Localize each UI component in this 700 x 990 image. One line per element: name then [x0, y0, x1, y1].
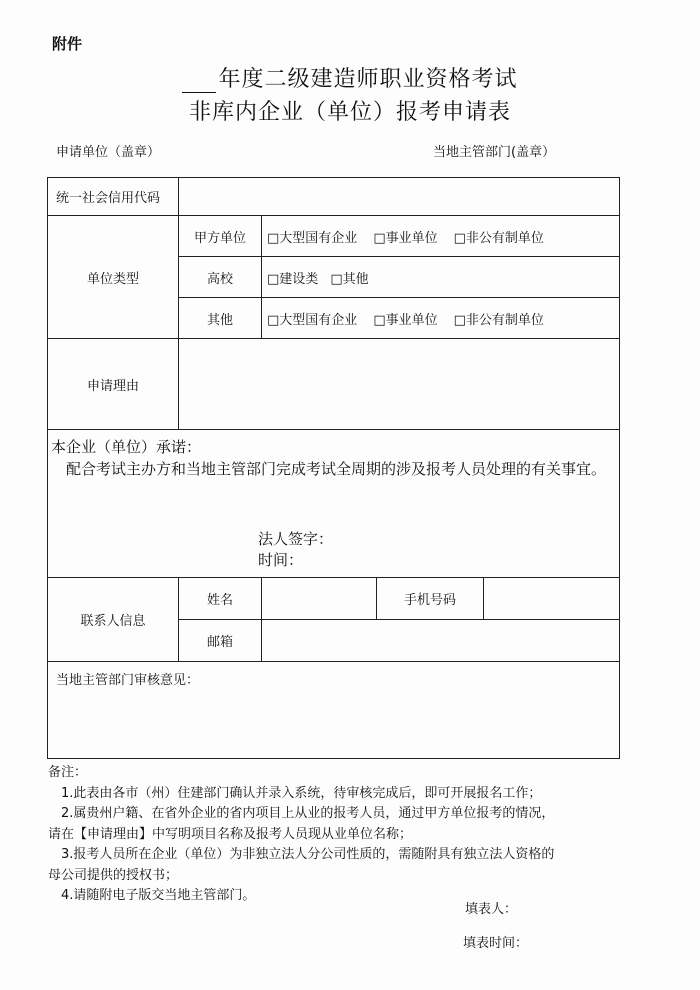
checkbox[interactable]: □: [267, 230, 280, 246]
local-dept-label: 当地主管部门(盖章）: [433, 145, 556, 160]
reason-label: 申请理由: [48, 339, 179, 430]
review-label: 当地主管部门审核意见：: [56, 673, 200, 688]
option-label: 其他: [342, 271, 369, 287]
checkbox[interactable]: □: [267, 271, 280, 287]
legal-signature-label: 法人签字：: [258, 530, 334, 548]
review-section[interactable]: [48, 662, 620, 759]
note-item: 请在【申请理由】中写明项目名称及报考人员现从业单位名称；: [48, 826, 413, 842]
note-item: 1.此表由各市（州）住建部门确认并录入系统，待审核完成后，即可开展报名工作；: [61, 785, 542, 801]
filler-label: 填表人：: [465, 902, 518, 917]
title-text-1: 年度二级建造师职业资格考试: [218, 67, 518, 92]
option-label: 非公有制单位: [465, 312, 544, 328]
unit-type-label: 单位类型: [48, 216, 179, 339]
phone-input[interactable]: [484, 578, 620, 620]
row-label-other: 其他: [179, 298, 262, 339]
checkbox[interactable]: □: [453, 312, 466, 328]
option-label: 非公有制单位: [465, 230, 544, 246]
row-label-party-a: 甲方单位: [179, 216, 262, 257]
attachment-label: 附件: [52, 35, 83, 53]
notes-title: 备注：: [48, 765, 88, 780]
application-form-table: [47, 177, 620, 759]
notes-section: [48, 763, 648, 907]
checkbox[interactable]: □: [373, 230, 386, 246]
checkbox[interactable]: □: [267, 312, 280, 328]
name-label: 姓名: [179, 578, 262, 620]
form-title-line2: 非库内企业（单位）报考申请表: [188, 100, 511, 125]
pledge-section: [48, 430, 620, 578]
checkbox[interactable]: □: [330, 271, 343, 287]
note-item: 3.报考人员所在企业（单位）为非独立法人分公司性质的，需随附具有独立法人资格的: [61, 847, 555, 862]
note-item: 母公司提供的授权书；: [48, 867, 179, 883]
email-label: 邮箱: [179, 620, 262, 662]
option-label: 事业单位: [385, 230, 438, 246]
pledge-title: 本企业（单位）承诺：: [51, 438, 202, 456]
phone-label: 手机号码: [377, 578, 484, 620]
applicant-unit-label: 申请单位（盖章）: [56, 145, 161, 160]
pledge-text: 配合考试主办方和当地主管部门完成考试全周期的涉及报考人员处理的有关事宜。: [66, 460, 607, 478]
other-options: [262, 298, 620, 339]
university-options: [262, 257, 620, 298]
reason-input[interactable]: [179, 339, 620, 430]
option-label: 大型国有企业: [279, 312, 358, 328]
name-input[interactable]: [262, 578, 377, 620]
note-item: 2.属贵州户籍、在省外企业的省内项目上从业的报考人员，通过甲方单位报考的情况，: [61, 806, 555, 821]
note-item: 4.请随附电子版交当地主管部门。: [61, 888, 256, 903]
option-label: 大型国有企业: [279, 230, 358, 246]
party-a-options: [262, 216, 620, 257]
option-label: 建设类: [279, 271, 319, 287]
contact-info-label: 联系人信息: [48, 578, 179, 662]
row-label-university: 高校: [179, 257, 262, 298]
checkbox[interactable]: □: [453, 230, 466, 246]
fill-time-label: 填表时间：: [463, 936, 529, 951]
option-label: 事业单位: [385, 312, 438, 328]
email-input[interactable]: [262, 620, 620, 662]
time-label: 时间：: [258, 551, 304, 569]
year-blank[interactable]: [182, 72, 216, 93]
credit-code-input[interactable]: [179, 178, 620, 216]
form-title-line1: [0, 62, 700, 93]
checkbox[interactable]: □: [373, 312, 386, 328]
credit-code-label: 统一社会信用代码: [48, 178, 179, 216]
